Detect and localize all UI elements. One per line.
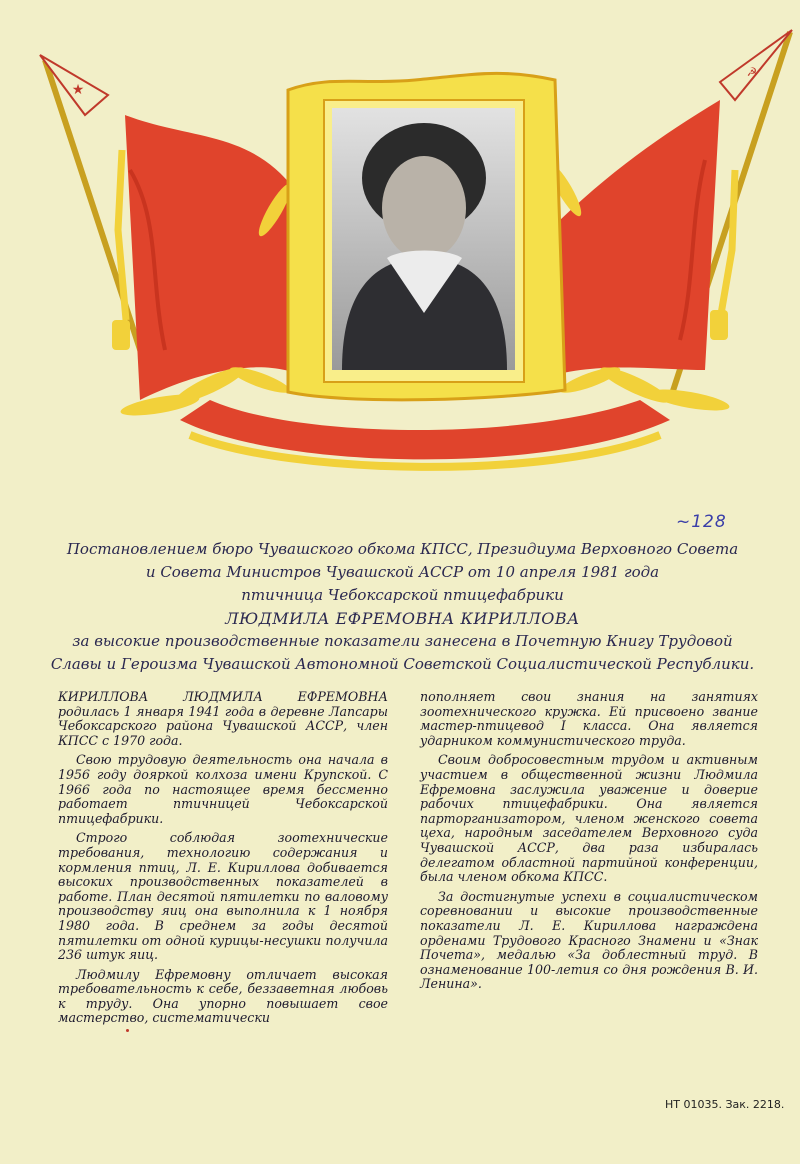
biography-left-column [58,690,388,1031]
portrait-photo [332,108,515,370]
decree-line-5: за высокие производственные показатели занесена в Почетную Книгу Трудовой [72,632,733,650]
printer-imprint: НТ 01035. Зак. 2218. [665,1098,785,1111]
handwritten-page-number: ~128 [676,512,727,532]
decree-line-3: птичница Чебоксарской птицефабрики [241,586,564,604]
honoree-name: ЛЮДМИЛА ЕФРЕМОВНА КИРИЛЛОВА [225,609,580,628]
decree-header [40,538,765,676]
print-speck [126,1029,129,1032]
bio-paragraph: Своим добросовестным трудом и активным участием в общественной жизни Людмила Ефремовна заслужила уважение и доверие рабочих птицефабрики. Она является парторганизатором, членом женского совета цеха, народным заседателем Верховного суда Чувашской АССР, два раза избиралась делегатом областной партийной конференции, была членом обкома КПСС. [420,752,758,885]
bio-paragraph: Строго соблюдая зоотехнические требования, технологию содержания и кормления птиц, Л. Е. Кириллова добивается высоких производственных показателей в работе. План десятой пятилетки по валовому производству яиц она выполнила к 1 ноября 1980 года. В среднем за годы десятой пятилетки от одной курицы-несушки получила 236 штук яиц. [58,830,388,963]
star-icon: ★ [71,82,85,98]
decree-line-6: Славы и Героизма Чувашской Автономной Советской Социалистической Республики. [50,655,755,673]
bio-paragraph: Свою трудовую деятельность она начала в 1956 году дояркой колхоза имени Крупской. С 1966 года по настоящее время бессменно работает птичницей Чебоксарской птицефабрики. [58,752,388,826]
bio-paragraph: пополняет свои знания на занятиях зоотехнического кружка. Ей присвоено звание мастер-птицевод I класса. Она является ударником коммунистического труда. [420,689,758,748]
bio-paragraph: КИРИЛЛОВА ЛЮДМИЛА ЕФРЕМОВНА родилась 1 января 1941 года в деревне Лапсары Чебоксарского района Чувашской АССР, член КПСС с 1970 года. [58,689,388,748]
decree-line-2: и Совета Министров Чувашской АССР от 10 апреля 1981 года [145,563,660,581]
hammer-sickle-icon: ☭ [746,65,758,79]
biography-right-column [420,690,758,997]
decree-line-1: Постановлением бюро Чувашского обкома КПСС, Президиума Верховного Совета [66,540,739,558]
bio-paragraph: За достигнутые успехи в социалистическом соревновании и высокие производственные показатели Л. Е. Кириллова награждена орденами Трудового Красного Знамени и «Знак Почета», медалью «За доблестный труд. В ознаменование 100-летия со дня рождения В. И. Ленина». [420,888,758,992]
bio-paragraph: Людмилу Ефремовну отличает высокая требовательность к себе, беззаветная любовь к труду. Она упорно повышает свое мастерство, систематически [58,966,388,1026]
face [382,156,466,260]
